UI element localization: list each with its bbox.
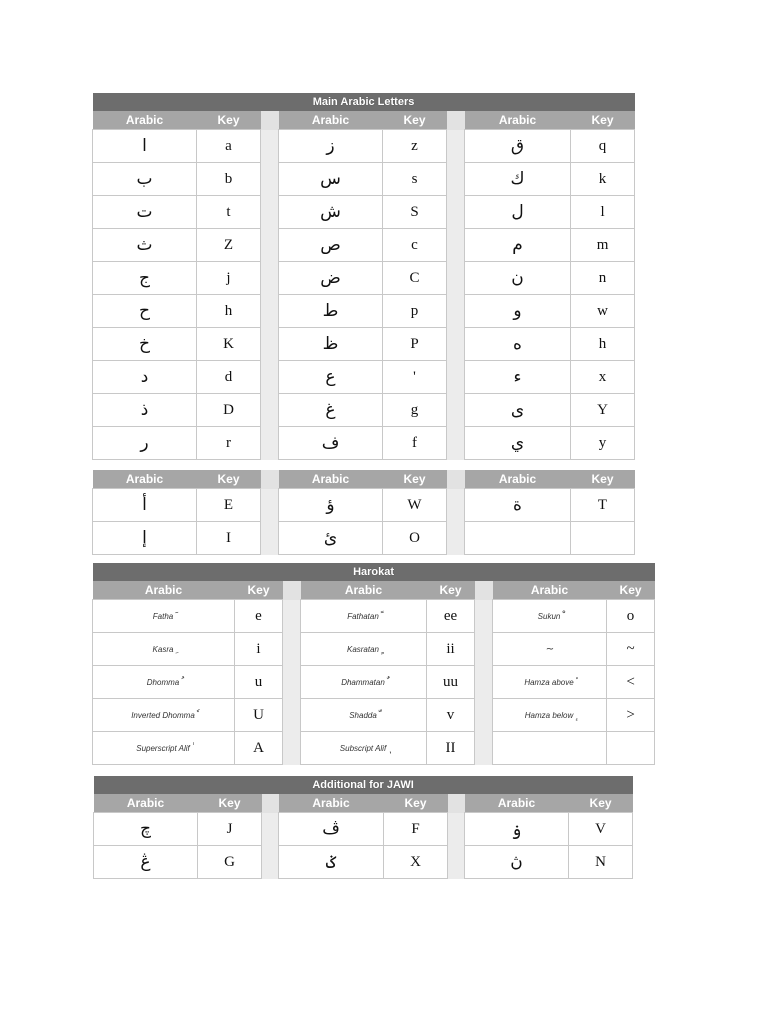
key-cell: A [235, 732, 283, 765]
key-cell: v [427, 699, 475, 732]
harakat-name: Hamza below [524, 710, 574, 720]
key-cell: l [571, 196, 635, 229]
harakat-name-cell [301, 699, 427, 732]
arabic-letter-cell: ق [465, 130, 571, 163]
key-cell: P [383, 328, 447, 361]
harakat-name: Fathatan [347, 611, 379, 621]
arabic-letter-cell [465, 522, 571, 555]
arabic-letter-cell: چ [94, 813, 198, 846]
harakat-name: Kasratan [346, 644, 380, 654]
harakat-name-cell [301, 633, 427, 666]
header-key: Key [197, 470, 261, 489]
harakat-name-cell [301, 732, 427, 765]
key-cell: i [235, 633, 283, 666]
harakat-mark: ~ [545, 643, 555, 655]
extra-letters-table [92, 470, 635, 555]
table-row [93, 262, 635, 295]
table-row [93, 699, 655, 732]
key-cell: a [197, 130, 261, 163]
key-cell [607, 732, 655, 765]
key-cell: x [571, 361, 635, 394]
key-cell: r [197, 427, 261, 460]
arabic-letter-cell: ت [93, 196, 197, 229]
header-key: Key [571, 470, 635, 489]
table-row [93, 600, 655, 633]
header-arabic: Arabic [93, 470, 197, 489]
key-cell: uu [427, 666, 475, 699]
key-cell: f [383, 427, 447, 460]
key-cell: > [607, 699, 655, 732]
key-cell: V [569, 813, 633, 846]
harakat-name-cell [493, 732, 607, 765]
arabic-letter-cell: ڠ [94, 846, 198, 879]
header-arabic: Arabic [465, 794, 569, 813]
header-arabic: Arabic [93, 111, 197, 130]
key-cell: w [571, 295, 635, 328]
header-key: Key [198, 794, 262, 813]
table-row [93, 361, 635, 394]
header-key: Key [235, 581, 283, 600]
jawi-body [94, 813, 633, 879]
key-cell: k [571, 163, 635, 196]
harakat-name: Sukun [537, 611, 561, 621]
header-key: Key [607, 581, 655, 600]
key-cell: q [571, 130, 635, 163]
key-cell: ' [383, 361, 447, 394]
header-arabic: Arabic [94, 794, 198, 813]
key-cell: z [383, 130, 447, 163]
key-cell [571, 522, 635, 555]
harokat-body [93, 600, 655, 765]
arabic-letter-cell: ي [465, 427, 571, 460]
header-arabic: Arabic [279, 470, 383, 489]
harakat-name: Kasra [152, 644, 174, 654]
arabic-letter-cell: ؤ [279, 489, 383, 522]
key-cell: X [384, 846, 448, 879]
arabic-letter-cell: ظ [279, 328, 383, 361]
key-cell: h [571, 328, 635, 361]
arabic-letter-cell: ف [279, 427, 383, 460]
table-row [93, 130, 635, 163]
header-key: Key [383, 470, 447, 489]
arabic-letter-cell: ن [465, 262, 571, 295]
table-row [94, 813, 633, 846]
arabic-letter-cell: س [279, 163, 383, 196]
arabic-letter-cell: ڽ [465, 846, 569, 879]
key-cell: E [197, 489, 261, 522]
main-letters-title: Main Arabic Letters [93, 93, 635, 111]
key-cell: O [383, 522, 447, 555]
arabic-letter-cell: إ [93, 522, 197, 555]
key-cell: II [427, 732, 475, 765]
arabic-letter-cell: ء [465, 361, 571, 394]
header-key: Key [383, 111, 447, 130]
key-cell: N [569, 846, 633, 879]
arabic-letter-cell: ة [465, 489, 571, 522]
key-cell: p [383, 295, 447, 328]
header-arabic: Arabic [465, 111, 571, 130]
arabic-letter-cell: ى [465, 394, 571, 427]
arabic-letter-cell: ص [279, 229, 383, 262]
harakat-name: Hamza above [524, 677, 574, 687]
header-arabic: Arabic [493, 581, 607, 600]
key-cell: e [235, 600, 283, 633]
key-cell: b [197, 163, 261, 196]
main-letters-table [92, 93, 635, 460]
table-row [93, 633, 655, 666]
key-cell: c [383, 229, 447, 262]
jawi-title: Additional for JAWI [94, 776, 633, 794]
key-cell: W [383, 489, 447, 522]
key-cell: T [571, 489, 635, 522]
extra-letters-body [93, 489, 635, 555]
key-cell: n [571, 262, 635, 295]
table-row [93, 732, 655, 765]
key-cell: G [198, 846, 262, 879]
arabic-letter-cell: ج [93, 262, 197, 295]
arabic-letter-cell: ڤ [279, 813, 384, 846]
arabic-letter-cell: م [465, 229, 571, 262]
table-row [93, 295, 635, 328]
arabic-letter-cell: ح [93, 295, 197, 328]
arabic-letter-cell: ك [465, 163, 571, 196]
table-row [93, 489, 635, 522]
harakat-name-cell [93, 666, 235, 699]
header-key: Key [197, 111, 261, 130]
key-cell: m [571, 229, 635, 262]
harokat-title: Harokat [93, 563, 655, 581]
main-letters-body [93, 130, 635, 460]
arabic-letter-cell: ذ [93, 394, 197, 427]
harakat-name-cell [301, 666, 427, 699]
harakat-name-cell [93, 699, 235, 732]
arabic-letter-cell: ش [279, 196, 383, 229]
jawi-table [93, 776, 633, 879]
key-cell: ~ [607, 633, 655, 666]
key-cell: D [197, 394, 261, 427]
key-cell: S [383, 196, 447, 229]
harakat-name-cell [93, 633, 235, 666]
arabic-letter-cell: ب [93, 163, 197, 196]
harakat-name-cell [493, 699, 607, 732]
harakat-name-cell [301, 600, 427, 633]
header-key: Key [384, 794, 448, 813]
key-cell: t [197, 196, 261, 229]
key-cell: o [607, 600, 655, 633]
table-row [93, 427, 635, 460]
arabic-letter-cell: ه [465, 328, 571, 361]
harakat-name: Dhomma [146, 677, 180, 687]
arabic-letter-cell: و [465, 295, 571, 328]
arabic-letter-cell: ر [93, 427, 197, 460]
harakat-name-cell [493, 666, 607, 699]
arabic-letter-cell: أ [93, 489, 197, 522]
arabic-letter-cell: ز [279, 130, 383, 163]
arabic-letter-cell: ل [465, 196, 571, 229]
key-cell: Z [197, 229, 261, 262]
key-cell: d [197, 361, 261, 394]
key-cell: Y [571, 394, 635, 427]
table-row [93, 666, 655, 699]
header-arabic: Arabic [93, 581, 235, 600]
header-arabic: Arabic [279, 111, 383, 130]
harakat-name-cell [493, 633, 607, 666]
key-cell: K [197, 328, 261, 361]
key-cell: h [197, 295, 261, 328]
table-row [93, 163, 635, 196]
key-cell: ii [427, 633, 475, 666]
harakat-name: Shadda [349, 710, 377, 720]
key-cell: F [384, 813, 448, 846]
table-row [94, 846, 633, 879]
header-arabic: Arabic [279, 794, 384, 813]
arabic-letter-cell: ا [93, 130, 197, 163]
arabic-letter-cell: غ [279, 394, 383, 427]
header-key: Key [569, 794, 633, 813]
arabic-letter-cell: ض [279, 262, 383, 295]
arabic-letter-cell: ع [279, 361, 383, 394]
harakat-name-cell [493, 600, 607, 633]
key-cell: C [383, 262, 447, 295]
harakat-name: Fatha [152, 611, 174, 621]
harakat-name: Superscript Alif [136, 743, 190, 753]
header-arabic: Arabic [301, 581, 427, 600]
harakat-name-cell [93, 732, 235, 765]
arabic-letter-cell: ۏ [465, 813, 569, 846]
key-cell: < [607, 666, 655, 699]
key-cell: U [235, 699, 283, 732]
arabic-letter-cell: خ [93, 328, 197, 361]
harokat-table [92, 563, 655, 765]
harakat-name-cell [93, 600, 235, 633]
table-row [93, 522, 635, 555]
harakat-name: Inverted Dhomma [131, 710, 195, 720]
key-cell: s [383, 163, 447, 196]
key-cell: g [383, 394, 447, 427]
arabic-letter-cell: ݢ [279, 846, 384, 879]
arabic-letter-cell: د [93, 361, 197, 394]
key-cell: J [198, 813, 262, 846]
key-cell: I [197, 522, 261, 555]
harakat-name: Dhammatan [341, 677, 385, 687]
table-row [93, 196, 635, 229]
header-arabic: Arabic [465, 470, 571, 489]
key-cell: y [571, 427, 635, 460]
header-key: Key [571, 111, 635, 130]
table-row [93, 328, 635, 361]
key-cell: u [235, 666, 283, 699]
key-cell: j [197, 262, 261, 295]
table-row [93, 229, 635, 262]
harakat-name: Subscript Alif [339, 743, 387, 753]
arabic-letter-cell: ئ [279, 522, 383, 555]
key-cell: ee [427, 600, 475, 633]
table-row [93, 394, 635, 427]
arabic-letter-cell: ث [93, 229, 197, 262]
header-key: Key [427, 581, 475, 600]
arabic-letter-cell: ط [279, 295, 383, 328]
